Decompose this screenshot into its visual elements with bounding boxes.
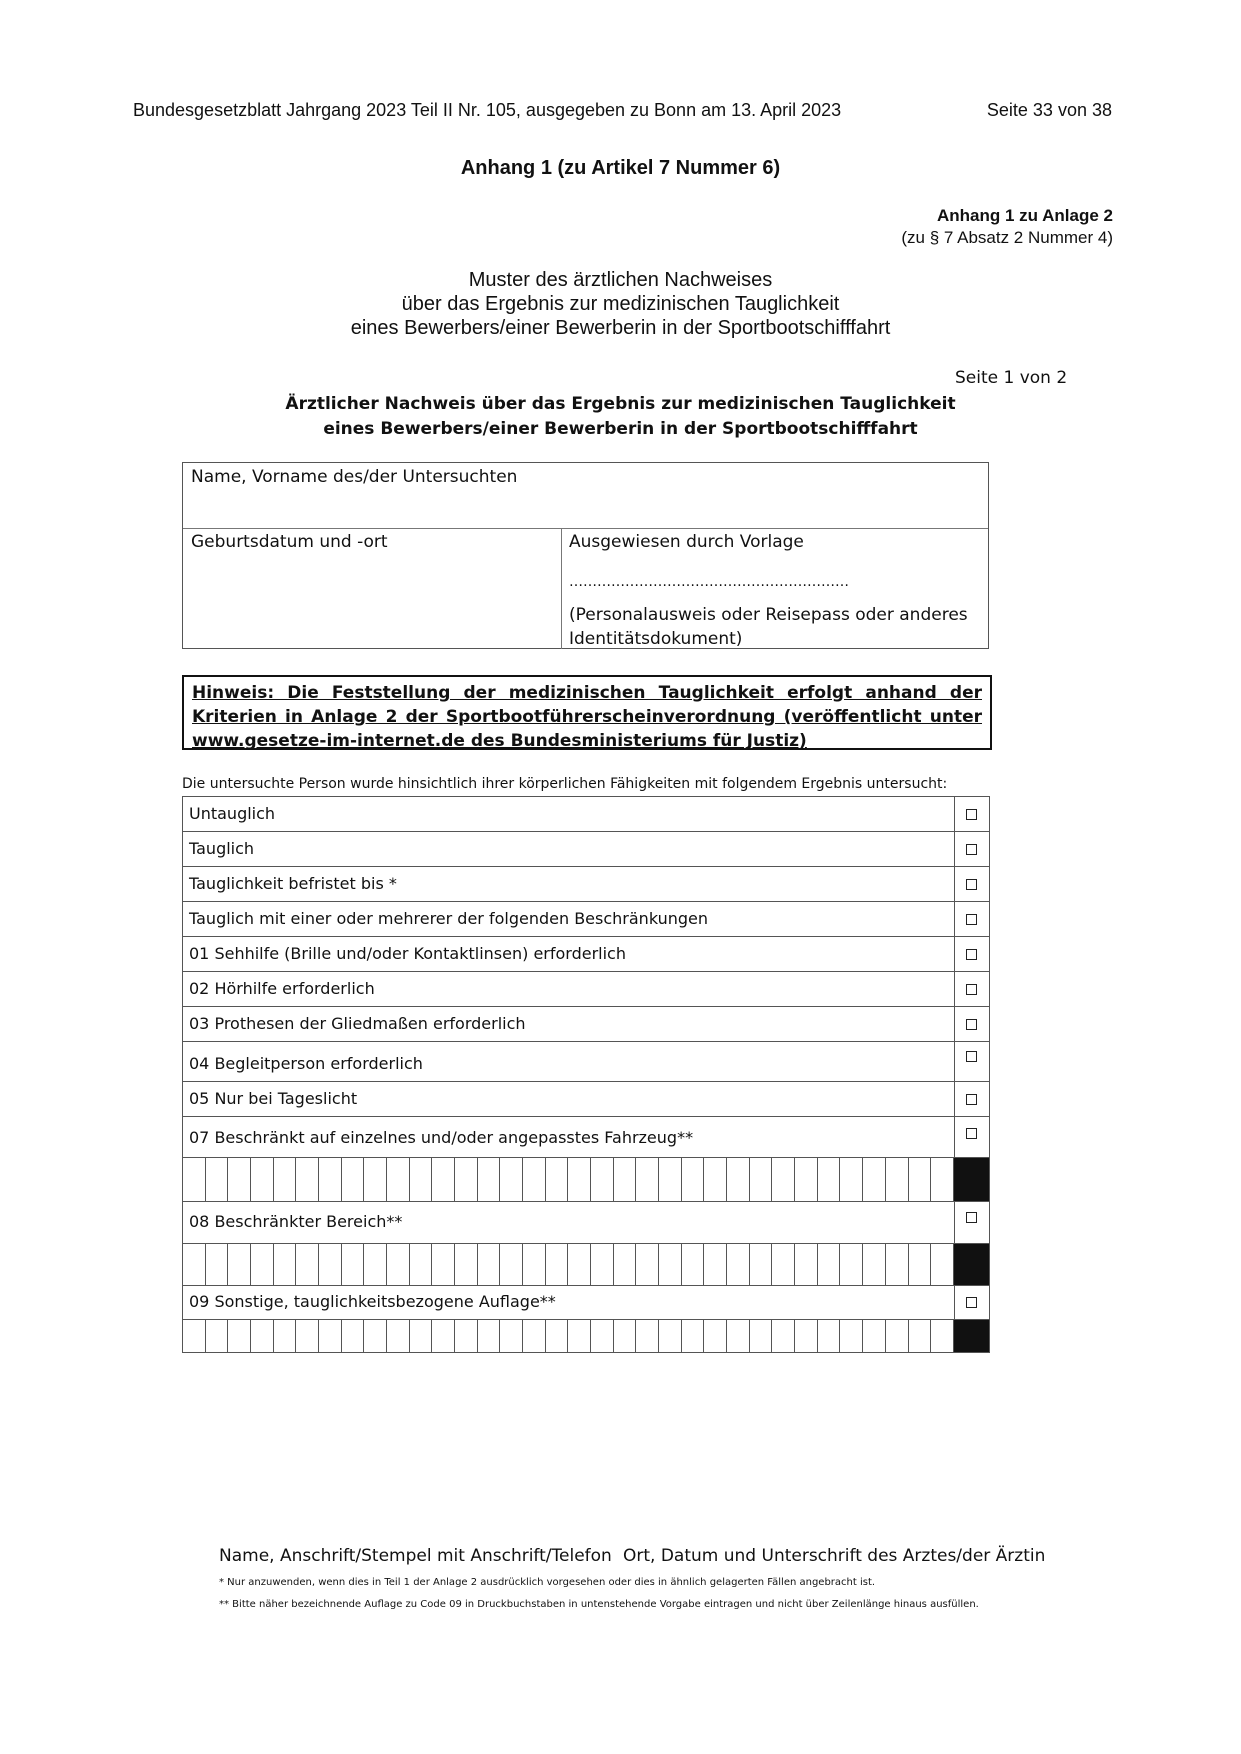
checkbox-cell [954, 1082, 989, 1116]
form-page-number: Seite 1 von 2 [955, 368, 1068, 388]
checkbox-cell [954, 1007, 989, 1041]
name-label: Name, Vorname des/der Untersuchten [191, 467, 518, 487]
checkbox-cell [954, 1117, 989, 1157]
publication-header: Bundesgesetzblatt Jahrgang 2023 Teil II Nr. 105, ausgegeben zu Bonn am 13. April 2023 [133, 100, 842, 120]
result-row [182, 971, 990, 1007]
footnote: ** Bitte näher bezeichnende Auflage zu Code 09 in Druckbuchstaben in untenstehende Vorgabe eintragen und nicht über Zeilenlänge hinaus ausfüllen. [219, 1599, 979, 1610]
checkbox[interactable] [966, 879, 977, 890]
checkbox[interactable] [966, 949, 977, 960]
birth-label: Geburtsdatum und -ort [191, 532, 388, 552]
id-document-field[interactable]: …………………………………………………… [569, 574, 849, 590]
result-row [182, 1006, 990, 1042]
muster-line: über das Ergebnis zur medizinischen Tauglichkeit [401, 293, 840, 315]
result-row [182, 831, 990, 867]
form-title [0, 392, 1241, 442]
result-label: 02 Hörhilfe erforderlich [189, 979, 375, 998]
result-label: Untauglich [189, 804, 276, 823]
result-label: 09 Sonstige, tauglichkeitsbezogene Auflage** [189, 1292, 556, 1311]
checkbox-cell [954, 797, 989, 831]
checkbox-cell [954, 937, 989, 971]
checkbox[interactable] [966, 914, 977, 925]
checkbox[interactable] [966, 1019, 977, 1030]
muster-heading [0, 268, 1241, 340]
result-label: 01 Sehhilfe (Brille und/oder Kontaktlinsen) erforderlich [189, 944, 626, 963]
result-label: Tauglich [189, 839, 255, 858]
page-number: Seite 33 von 38 [986, 100, 1112, 120]
checkbox-cell [954, 1202, 989, 1243]
checkbox-cell [954, 972, 989, 1006]
result-label: 03 Prothesen der Gliedmaßen erforderlich [189, 1014, 526, 1033]
signature-left-label: Name, Anschrift/Stempel mit Anschrift/Telefon [219, 1546, 612, 1566]
result-row [182, 1201, 990, 1244]
letter-grid[interactable] [182, 1157, 990, 1202]
checkbox-cell [954, 867, 989, 901]
result-row [182, 866, 990, 902]
result-row [182, 936, 990, 972]
results-intro: Die untersuchte Person wurde hinsichtlich ihrer körperlichen Fähigkeiten mit folgendem Ergebnis untersucht: [182, 776, 948, 792]
checkbox-cell [954, 902, 989, 936]
checkbox-cell [954, 1286, 989, 1319]
form-title-line: Ärztlicher Nachweis über das Ergebnis zur medizinischen Tauglichkeit [285, 394, 956, 414]
id-hint: (Personalausweis oder Reisepass oder anderes Identitätsdokument) [569, 605, 968, 649]
divider [561, 528, 562, 649]
result-row [182, 1116, 990, 1158]
checkbox[interactable] [966, 809, 977, 820]
checkbox[interactable] [966, 844, 977, 855]
annex-reference: Anhang 1 zu Anlage 2 [936, 206, 1113, 225]
letter-grid[interactable] [182, 1319, 990, 1353]
checkbox[interactable] [966, 984, 977, 995]
result-label: Tauglichkeit befristet bis * [189, 874, 397, 893]
name-field[interactable] [183, 463, 988, 529]
muster-line: Muster des ärztlichen Nachweises [468, 269, 773, 291]
muster-line: eines Bewerbers/einer Bewerberin in der Sportbootschifffahrt [350, 317, 891, 339]
result-label: 04 Begleitperson erforderlich [189, 1054, 423, 1073]
result-label: 05 Nur bei Tageslicht [189, 1089, 358, 1108]
result-row [182, 796, 990, 832]
annex-reference-paragraph: (zu § 7 Absatz 2 Nummer 4) [901, 228, 1113, 247]
result-row [182, 1285, 990, 1320]
form-title-line: eines Bewerbers/einer Bewerberin in der Sportbootschifffahrt [323, 419, 918, 439]
checkbox[interactable] [966, 1051, 977, 1062]
result-label: Tauglich mit einer oder mehrerer der folgenden Beschränkungen [189, 909, 709, 928]
checkbox[interactable] [966, 1128, 977, 1139]
annex-title: Anhang 1 (zu Artikel 7 Nummer 6) [460, 157, 781, 179]
id-label: Ausgewiesen durch Vorlage [569, 532, 804, 552]
footnote: * Nur anzuwenden, wenn dies in Teil 1 der Anlage 2 ausdrücklich vorgesehen oder dies in ähnlich gelagerten Fällen angebracht ist. [219, 1577, 876, 1588]
result-row [182, 1041, 990, 1082]
checkbox[interactable] [966, 1094, 977, 1105]
result-label: 08 Beschränkter Bereich** [189, 1212, 403, 1231]
checkbox-cell [954, 1042, 989, 1081]
identification-table [182, 462, 989, 649]
result-label: 07 Beschränkt auf einzelnes und/oder angepasstes Fahrzeug** [189, 1128, 694, 1147]
checkbox[interactable] [966, 1297, 977, 1308]
letter-grid[interactable] [182, 1243, 990, 1286]
checkbox-cell [954, 832, 989, 866]
checkbox[interactable] [966, 1212, 977, 1223]
result-row [182, 1081, 990, 1117]
signature-right-label: Ort, Datum und Unterschrift des Arztes/der Ärztin [623, 1546, 1046, 1566]
result-row [182, 901, 990, 937]
hinweis-box: Hinweis: Die Feststellung der medizinischen Tauglichkeit erfolgt anhand der Kriterien in Anlage 2 der Sportbootführerscheinverordnung (veröffentlicht unter www.gesetze-im-internet.de des Bundesministeriums für Justiz) [182, 675, 992, 750]
